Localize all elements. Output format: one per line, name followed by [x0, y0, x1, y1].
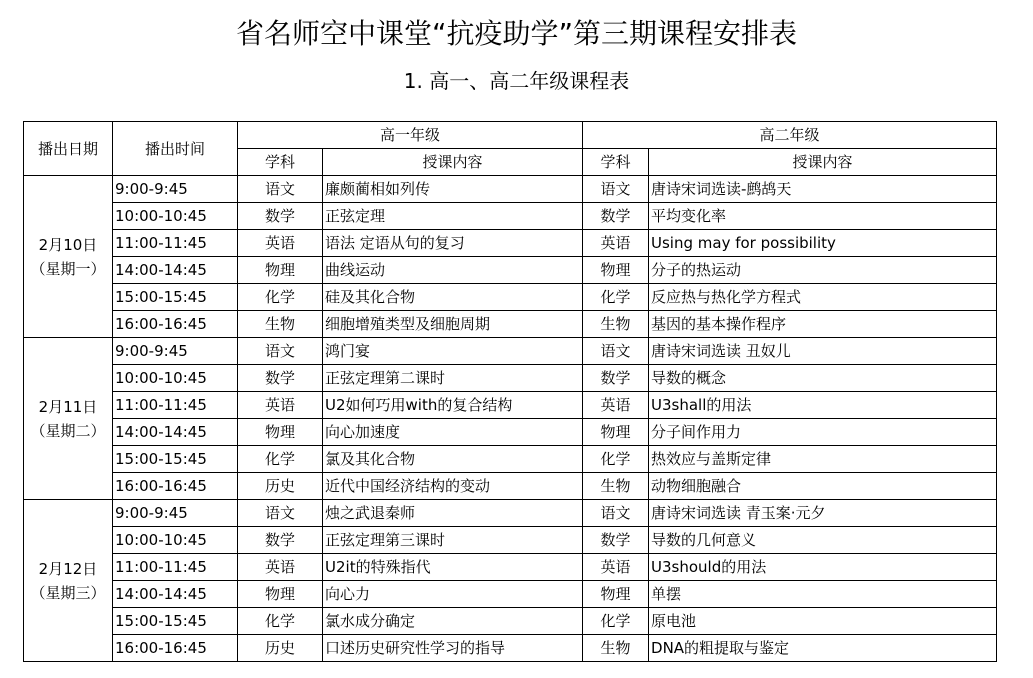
broadcast-time: 10:00-10:45 [113, 203, 238, 230]
schedule-table [23, 121, 997, 662]
grade1-content: 氯及其化合物 [323, 446, 583, 473]
grade2-content: 导数的几何意义 [649, 527, 997, 554]
table-row [24, 230, 997, 257]
header-grade1: 高一年级 [238, 122, 583, 149]
grade1-content: 向心力 [323, 581, 583, 608]
table-row [24, 473, 997, 500]
broadcast-time: 14:00-14:45 [113, 257, 238, 284]
header-grade2-subject: 学科 [583, 149, 649, 176]
table-row [24, 176, 997, 203]
broadcast-time: 15:00-15:45 [113, 608, 238, 635]
grade2-content: 热效应与盖斯定律 [649, 446, 997, 473]
grade2-subject: 化学 [583, 608, 649, 635]
grade1-content: U2如何巧用with的复合结构 [323, 392, 583, 419]
grade1-subject: 历史 [238, 635, 323, 662]
broadcast-weekday: （星期三） [30, 583, 106, 602]
grade1-content: 鸿门宴 [323, 338, 583, 365]
grade2-subject: 生物 [583, 473, 649, 500]
grade2-content: 平均变化率 [649, 203, 997, 230]
broadcast-time: 9:00-9:45 [113, 338, 238, 365]
broadcast-time: 10:00-10:45 [113, 527, 238, 554]
grade1-content: 硅及其化合物 [323, 284, 583, 311]
header-date: 播出日期 [24, 122, 113, 176]
table-row [24, 338, 997, 365]
broadcast-date: 2月11日 [38, 397, 98, 416]
broadcast-time: 11:00-11:45 [113, 230, 238, 257]
broadcast-date: 2月12日 [38, 559, 98, 578]
grade1-subject: 物理 [238, 419, 323, 446]
grade1-subject: 语文 [238, 500, 323, 527]
page-subtitle: 1. 高一、高二年级课程表 [403, 69, 630, 93]
broadcast-time: 14:00-14:45 [113, 581, 238, 608]
grade1-subject: 数学 [238, 365, 323, 392]
grade2-subject: 物理 [583, 257, 649, 284]
grade2-subject: 数学 [583, 203, 649, 230]
broadcast-time: 15:00-15:45 [113, 446, 238, 473]
broadcast-time: 16:00-16:45 [113, 311, 238, 338]
grade2-content: 单摆 [649, 581, 997, 608]
grade2-content: 分子间作用力 [649, 419, 997, 446]
grade1-subject: 化学 [238, 446, 323, 473]
header-grade1-subject: 学科 [238, 149, 323, 176]
grade2-content: Using may for possibility [649, 230, 997, 257]
broadcast-time: 14:00-14:45 [113, 419, 238, 446]
grade1-content: 曲线运动 [323, 257, 583, 284]
grade2-subject: 语文 [583, 176, 649, 203]
grade2-subject: 化学 [583, 446, 649, 473]
grade2-content: 动物细胞融合 [649, 473, 997, 500]
grade1-content: 向心加速度 [323, 419, 583, 446]
grade1-content: 正弦定理第三课时 [323, 527, 583, 554]
grade2-subject: 化学 [583, 284, 649, 311]
grade1-subject: 英语 [238, 230, 323, 257]
table-row [24, 392, 997, 419]
broadcast-time: 9:00-9:45 [113, 176, 238, 203]
grade1-content: 正弦定理 [323, 203, 583, 230]
broadcast-time: 10:00-10:45 [113, 365, 238, 392]
broadcast-date-cell [24, 500, 113, 662]
grade2-content: 反应热与热化学方程式 [649, 284, 997, 311]
grade1-content: 口述历史研究性学习的指导 [323, 635, 583, 662]
schedule-body [24, 176, 997, 662]
table-row [24, 608, 997, 635]
grade2-content: 分子的热运动 [649, 257, 997, 284]
grade1-subject: 英语 [238, 554, 323, 581]
grade2-content: 导数的概念 [649, 365, 997, 392]
broadcast-weekday: （星期二） [30, 421, 106, 440]
grade2-subject: 物理 [583, 419, 649, 446]
grade2-subject: 英语 [583, 230, 649, 257]
broadcast-time: 15:00-15:45 [113, 284, 238, 311]
broadcast-time: 9:00-9:45 [113, 500, 238, 527]
grade2-content: U3shall的用法 [649, 392, 997, 419]
header-grade1-content: 授课内容 [323, 149, 583, 176]
grade1-content: 细胞增殖类型及细胞周期 [323, 311, 583, 338]
grade2-content: 基因的基本操作程序 [649, 311, 997, 338]
table-row [24, 500, 997, 527]
grade1-content: 语法 定语从句的复习 [323, 230, 583, 257]
grade1-content: 烛之武退秦师 [323, 500, 583, 527]
grade1-content: 近代中国经济结构的变动 [323, 473, 583, 500]
grade1-content: 廉颇蔺相如列传 [323, 176, 583, 203]
broadcast-time: 16:00-16:45 [113, 473, 238, 500]
grade2-subject: 数学 [583, 365, 649, 392]
broadcast-time: 16:00-16:45 [113, 635, 238, 662]
grade1-subject: 生物 [238, 311, 323, 338]
grade1-content: U2it的特殊指代 [323, 554, 583, 581]
grade2-content: 唐诗宋词选读-鹧鸪天 [649, 176, 997, 203]
table-row [24, 365, 997, 392]
table-row [24, 527, 997, 554]
table-row [24, 635, 997, 662]
header-grade2-content: 授课内容 [649, 149, 997, 176]
grade1-subject: 数学 [238, 203, 323, 230]
table-row [24, 554, 997, 581]
grade1-subject: 化学 [238, 284, 323, 311]
grade2-subject: 语文 [583, 338, 649, 365]
broadcast-date-cell [24, 338, 113, 500]
grade2-content: 唐诗宋词选读 丑奴儿 [649, 338, 997, 365]
broadcast-weekday: （星期一） [30, 259, 106, 278]
grade2-subject: 英语 [583, 554, 649, 581]
broadcast-date: 2月10日 [38, 235, 98, 254]
grade1-subject: 语文 [238, 176, 323, 203]
grade1-subject: 化学 [238, 608, 323, 635]
grade2-subject: 数学 [583, 527, 649, 554]
grade1-subject: 物理 [238, 581, 323, 608]
header-time: 播出时间 [113, 122, 238, 176]
grade1-subject: 历史 [238, 473, 323, 500]
grade1-subject: 数学 [238, 527, 323, 554]
page-title: 省名师空中课堂“抗疫助学”第三期课程安排表 [235, 17, 797, 50]
table-row [24, 419, 997, 446]
grade2-content: U3should的用法 [649, 554, 997, 581]
table-row [24, 284, 997, 311]
broadcast-time: 11:00-11:45 [113, 392, 238, 419]
grade2-subject: 生物 [583, 311, 649, 338]
broadcast-time: 11:00-11:45 [113, 554, 238, 581]
grade2-subject: 英语 [583, 392, 649, 419]
grade1-subject: 物理 [238, 257, 323, 284]
grade2-subject: 物理 [583, 581, 649, 608]
grade1-content: 正弦定理第二课时 [323, 365, 583, 392]
broadcast-date-cell [24, 176, 113, 338]
table-row [24, 446, 997, 473]
header-grade2: 高二年级 [583, 122, 997, 149]
grade2-content: 唐诗宋词选读 青玉案·元夕 [649, 500, 997, 527]
table-row [24, 311, 997, 338]
grade1-subject: 语文 [238, 338, 323, 365]
grade2-content: DNA的粗提取与鉴定 [649, 635, 997, 662]
header-row-top [24, 122, 997, 149]
table-row [24, 257, 997, 284]
grade2-content: 原电池 [649, 608, 997, 635]
grade2-subject: 语文 [583, 500, 649, 527]
grade1-content: 氯水成分确定 [323, 608, 583, 635]
table-row [24, 203, 997, 230]
grade1-subject: 英语 [238, 392, 323, 419]
table-row [24, 581, 997, 608]
grade2-subject: 生物 [583, 635, 649, 662]
